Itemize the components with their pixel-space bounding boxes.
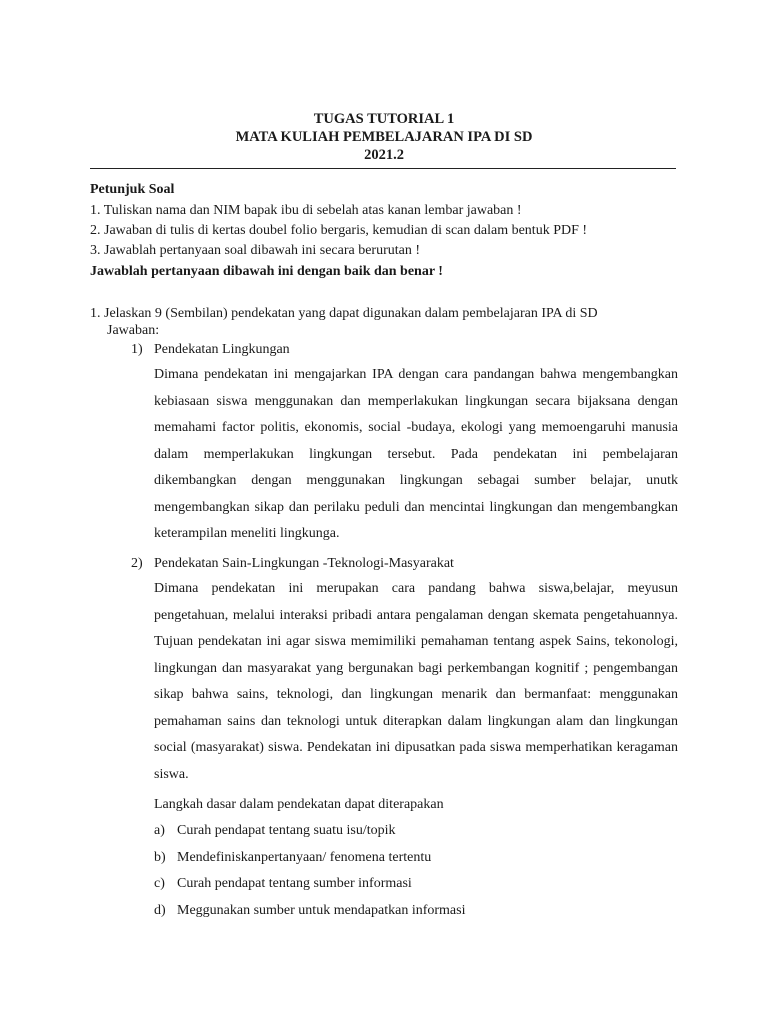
step-text: Mendefiniskanpertanyaan/ fenomena tertentu <box>177 850 432 865</box>
question-text: 1. Jelaskan 9 (Sembilan) pendekatan yang dapat digunakan dalam pembelajaran IPA di SD <box>90 306 598 321</box>
step-letter: b) <box>154 850 166 865</box>
approach-number: 1) <box>131 342 143 357</box>
document-header <box>0 110 768 164</box>
step-text: Curah pendapat tentang sumber informasi <box>177 876 412 891</box>
approach-number: 2) <box>131 556 143 571</box>
instructions-emphasis: Jawablah pertanyaan dibawah ini dengan baik dan benar ! <box>90 264 443 279</box>
approach-title: Pendekatan Sain-Lingkungan -Teknologi-Masyarakat <box>154 556 454 571</box>
answer-label: Jawaban: <box>107 323 160 338</box>
approach-body: Dimana pendekatan ini mengajarkan IPA dengan cara pandangan bahwa mengembangkan kebiasaan siswa menggunakan dan memperlakukan lingkungan secara bijaksana dengan memahami factor politis, ekonomis, social -budaya, ekologi yang memoengaruhi manusia dalam memperlakukan lingkungan tersebut. Pada pendekatan ini pembelajaran dikembangkan dengan menggunakan lingkungan sebagai sumber belajar, unutk mengembangkan sikap dan perilaku peduli dan mencintai lingkungan dan mengembangkan keterampilan meneliti lingkunga. <box>154 367 678 541</box>
header-course: MATA KULIAH PEMBELAJARAN IPA DI SD <box>235 129 533 145</box>
header-divider <box>90 168 676 169</box>
approach-title: Pendekatan Lingkungan <box>154 342 290 357</box>
step-letter: c) <box>154 876 165 891</box>
instruction-item: 3. Jawablah pertanyaan soal dibawah ini secara berurutan ! <box>90 243 421 258</box>
step-letter: a) <box>154 823 165 838</box>
step-text: Curah pendapat tentang suatu isu/topik <box>177 823 396 838</box>
step-letter: d) <box>154 903 166 918</box>
steps-intro: Langkah dasar dalam pendekatan dapat diterapakan <box>154 797 444 812</box>
instruction-item: 1. Tuliskan nama dan NIM bapak ibu di sebelah atas kanan lembar jawaban ! <box>90 203 522 218</box>
step-text: Meggunakan sumber untuk mendapatkan informasi <box>177 903 466 918</box>
instruction-item: 2. Jawaban di tulis di kertas doubel folio bergaris, kemudian di scan dalam bentuk PDF ! <box>90 223 588 238</box>
header-period: 2021.2 <box>364 147 404 163</box>
approach-body: Dimana pendekatan ini merupakan cara pandang bahwa siswa,belajar, meyusun pengetahuan, melalui interaksi pribadi antara pengalaman dengan skemata pengetahuannya. Tujuan pendekatan ini agar siswa memimiliki pemahaman tentang aspek Sains, tekonologi, lingkungan dan masyarakat yang bergunakan bagi perkembangan kognitif ; pengembangan sikap bahwa sains, teknologi, dan lingkungan menarik dan bermanfaat: menggunakan pemahaman sains dan teknologi untuk diterapkan dalam lingkungan alam dan lingkungan social (masyarakat) siswa. Pendekatan ini dipusatkan pada siswa memperhatikan keragaman siswa. <box>154 581 678 782</box>
instructions-title: Petunjuk Soal <box>90 182 175 197</box>
header-title: TUGAS TUTORIAL 1 <box>313 111 455 127</box>
